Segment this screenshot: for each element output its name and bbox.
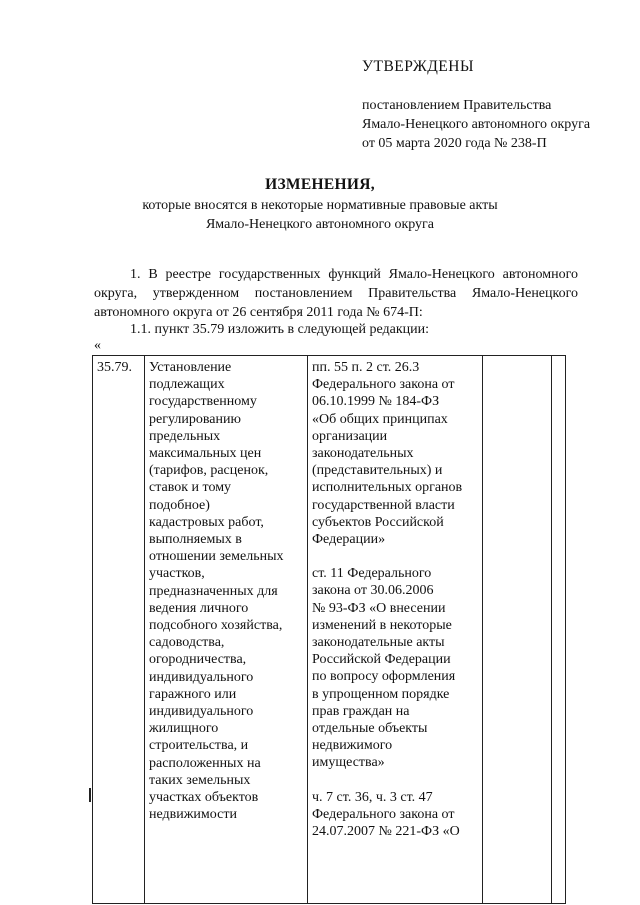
function-line: ставок и тому — [149, 480, 232, 496]
function-line: предельных — [149, 428, 221, 444]
basis-line: Федерального закона от — [312, 377, 455, 393]
function-line: индивидуального — [149, 704, 254, 720]
basis-line: в упрощенном порядке — [312, 686, 450, 702]
function-line: предназначенных для — [149, 583, 278, 599]
function-line: кадастровых работ, — [149, 514, 264, 530]
basis-line: Российской Федерации — [312, 652, 451, 668]
decree-line: Ямало-Ненецкого автономного округа — [362, 117, 591, 132]
function-name-cell — [145, 356, 308, 904]
basis-line: пп. 55 п. 2 ст. 26.3 — [312, 360, 420, 375]
function-line: участков, — [149, 566, 205, 582]
function-line: таких земельных — [149, 772, 251, 788]
function-line: подобное) — [149, 497, 210, 513]
subtitle-line: Ямало-Ненецкого автономного округа — [205, 217, 435, 232]
paragraph-gap — [312, 772, 478, 789]
basis-line: по вопросу оформления — [312, 669, 456, 685]
basis-line: имущества» — [312, 755, 385, 771]
table-row — [93, 356, 566, 904]
basis-line: ст. 11 Федерального — [312, 566, 432, 582]
basis-line: прав граждан на — [312, 703, 410, 719]
function-line: государственному — [149, 394, 257, 410]
function-line: подлежащих — [149, 377, 225, 393]
basis-line: Федерального закона от — [312, 806, 455, 822]
function-line: выполняемых в — [149, 532, 242, 548]
item-number-cell — [93, 356, 145, 904]
function-line: максимальных цен — [149, 446, 262, 462]
margin-mark — [89, 788, 91, 802]
function-line: строительства, и — [149, 738, 249, 754]
basis-line: № 93-ФЗ «О внесении — [312, 600, 446, 616]
function-line: гаражного или — [149, 686, 237, 702]
basis-line: исполнительных органов — [312, 480, 463, 496]
basis-line: законодательные акты — [312, 635, 445, 651]
paragraph-1: 1. В реестре государственных функций Ямало-Ненецкого автономного округа, утвержденном постановлением Правительства Ямало-Ненецкого автономного округа от 26 сентября 2011 года № 674-П: — [94, 267, 578, 320]
function-line: ведения личного — [149, 600, 249, 616]
basis-line: 24.07.2007 № 221-ФЗ «О — [312, 824, 460, 840]
basis-line: закона от 30.06.2006 — [312, 583, 434, 599]
paragraph-1-1: 1.1. пункт 35.79 изложить в следующей редакции: — [130, 322, 429, 337]
document-subtitle — [0, 196, 640, 234]
function-line: индивидуального — [149, 669, 254, 685]
function-line: Установление — [149, 360, 232, 375]
function-line: (тарифов, расценок, — [149, 463, 269, 479]
basis-line: недвижимого — [312, 738, 393, 754]
document-title: ИЗМЕНЕНИЯ, — [265, 176, 375, 193]
basis-line: ч. 7 ст. 36, ч. 3 ст. 47 — [312, 789, 433, 805]
subtitle-line: которые вносятся в некоторые нормативные правовые акты — [142, 198, 498, 213]
basis-line: государственной власти — [312, 497, 455, 513]
basis-line: 06.10.1999 № 184-ФЗ — [312, 394, 440, 410]
empty-cell — [483, 356, 552, 904]
paragraph-gap — [312, 548, 478, 565]
function-line: расположенных на — [149, 755, 261, 771]
function-line: огородничества, — [149, 652, 247, 668]
function-line: садоводства, — [149, 635, 225, 651]
function-line: участках объектов — [149, 790, 259, 806]
function-line: жилищного — [149, 721, 219, 737]
function-line: регулированию — [149, 411, 241, 427]
basis-line: «Об общих принципах — [312, 411, 448, 427]
basis-line: организации — [312, 428, 388, 444]
registry-table — [92, 355, 566, 904]
opening-quote: « — [94, 338, 101, 353]
basis-line: субъектов Российской — [312, 514, 444, 530]
function-line: подсобного хозяйства, — [149, 618, 283, 634]
function-line: отношении земельных — [149, 549, 284, 565]
basis-line: отдельные объекты — [312, 721, 428, 737]
empty-cell-narrow — [552, 356, 566, 904]
legal-basis-cell — [308, 356, 483, 904]
basis-line: законодательных — [312, 446, 414, 462]
basis-line: Федерации» — [312, 532, 386, 548]
decree-line: постановлением Правительства — [362, 98, 552, 113]
basis-line: изменений в некоторые — [312, 617, 452, 633]
approved-heading: УТВЕРЖДЕНЫ — [362, 58, 474, 75]
item-number: 35.79. — [97, 360, 132, 375]
basis-line: (представительных) и — [312, 463, 443, 479]
decree-reference — [362, 96, 590, 153]
function-line: недвижимости — [149, 807, 237, 823]
decree-line: от 05 марта 2020 года № 238-П — [362, 136, 547, 151]
